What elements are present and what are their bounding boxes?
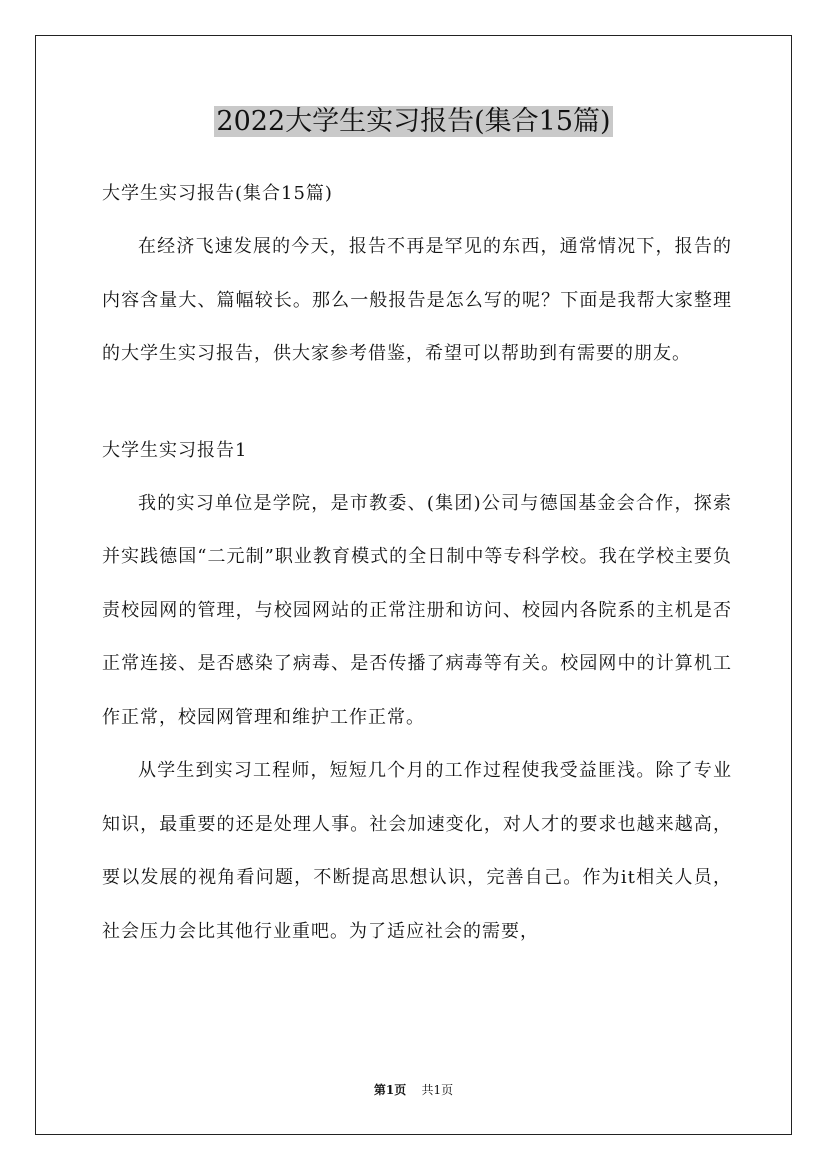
document-title xyxy=(0,102,827,142)
page-number: 第1页 xyxy=(373,1083,407,1097)
intro-paragraph: 在经济飞速发展的今天，报告不再是罕见的东西，通常情况下，报告的内容含量大、篇幅较长。那么一般报告是怎么写的呢？下面是我帮大家整理的大学生实习报告，供大家参考借鉴，希望可以帮助到有需要的朋友。 xyxy=(102,236,732,364)
document-body xyxy=(102,176,732,958)
page-footer xyxy=(0,1080,827,1100)
page-total: 共1页 xyxy=(421,1083,454,1097)
document-subtitle: 大学生实习报告(集合15篇) xyxy=(102,183,333,204)
section-paragraph: 从学生到实习工程师，短短几个月的工作过程使我受益匪浅。除了专业知识，最重要的还是处理人事。社会加速变化，对人才的要求也越来越高，要以发展的视角看问题，不断提高思想认识，完善自己。作为it相关人员，社会压力会比其他行业重吧。为了适应社会的需要， xyxy=(102,760,732,942)
section-paragraph: 我的实习单位是学院，是市教委、(集团)公司与德国基金会合作，探索并实践德国“二元制”职业教育模式的全日制中等专科学校。我在学校主要负责校园网的管理，与校园网站的正常注册和访问、校园内各院系的主机是否正常连接、是否感染了病毒、是否传播了病毒等有关。校园网中的计算机工作正常，校园网管理和维护工作正常。 xyxy=(102,492,732,728)
section-heading: 大学生实习报告1 xyxy=(102,439,248,461)
document-title-text: 2022大学生实习报告(集合15篇) xyxy=(216,106,611,137)
